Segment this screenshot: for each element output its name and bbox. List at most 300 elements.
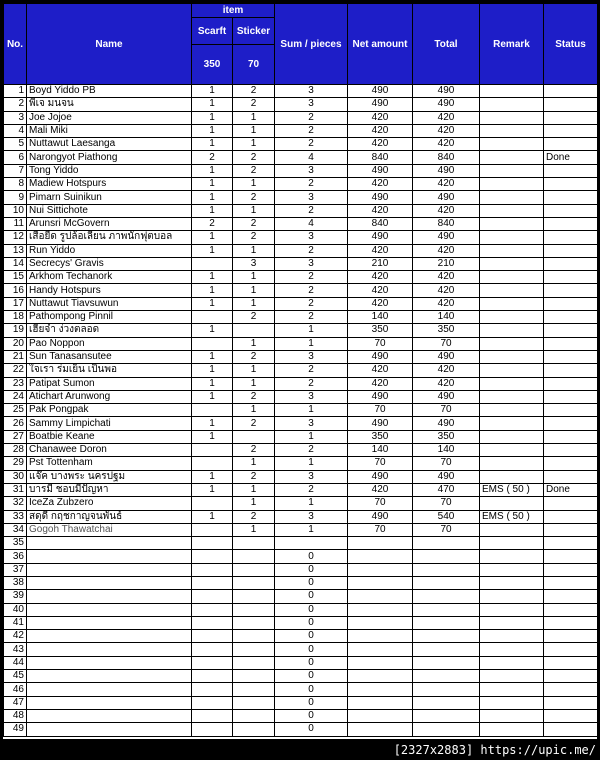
cell-sum-pieces[interactable]: 3 <box>275 164 348 177</box>
cell-scarft-qty[interactable]: 1 <box>192 284 233 297</box>
cell-sum-pieces[interactable]: 3 <box>275 85 348 98</box>
cell-sticker-qty[interactable] <box>233 537 275 550</box>
cell-sticker-qty[interactable] <box>233 723 275 736</box>
cell-status[interactable] <box>544 656 598 669</box>
cell-no[interactable]: 36 <box>4 550 27 563</box>
cell-scarft-qty[interactable] <box>192 404 233 417</box>
cell-total[interactable]: 70 <box>413 404 480 417</box>
cell-status[interactable] <box>544 683 598 696</box>
cell-net-amount[interactable]: 420 <box>348 364 413 377</box>
cell-remark[interactable] <box>480 563 544 576</box>
cell-name[interactable] <box>27 616 192 629</box>
cell-total[interactable] <box>413 550 480 563</box>
cell-scarft-qty[interactable]: 1 <box>192 390 233 403</box>
cell-scarft-qty[interactable]: 1 <box>192 85 233 98</box>
cell-net-amount[interactable]: 420 <box>348 178 413 191</box>
cell-sticker-qty[interactable] <box>233 683 275 696</box>
cell-total[interactable]: 490 <box>413 98 480 111</box>
cell-sum-pieces[interactable]: 3 <box>275 417 348 430</box>
cell-sticker-qty[interactable]: 2 <box>233 390 275 403</box>
cell-total[interactable] <box>413 603 480 616</box>
cell-total[interactable] <box>413 643 480 656</box>
cell-net-amount[interactable]: 70 <box>348 497 413 510</box>
cell-status[interactable] <box>544 271 598 284</box>
cell-sum-pieces[interactable]: 2 <box>275 244 348 257</box>
cell-remark[interactable] <box>480 630 544 643</box>
cell-sticker-qty[interactable] <box>233 656 275 669</box>
cell-name[interactable]: Nuttawut Laesanga <box>27 138 192 151</box>
cell-sticker-qty[interactable]: 1 <box>233 204 275 217</box>
cell-net-amount[interactable] <box>348 590 413 603</box>
cell-status[interactable] <box>544 630 598 643</box>
cell-status[interactable] <box>544 537 598 550</box>
cell-name[interactable]: IceZa Zubzero <box>27 497 192 510</box>
cell-scarft-qty[interactable] <box>192 337 233 350</box>
cell-sum-pieces[interactable]: 2 <box>275 297 348 310</box>
cell-no[interactable]: 33 <box>4 510 27 523</box>
cell-remark[interactable] <box>480 337 544 350</box>
cell-total[interactable]: 840 <box>413 151 480 164</box>
cell-total[interactable]: 420 <box>413 138 480 151</box>
cell-status[interactable] <box>544 364 598 377</box>
cell-status[interactable] <box>544 217 598 230</box>
cell-sum-pieces[interactable]: 3 <box>275 257 348 270</box>
cell-status[interactable] <box>544 98 598 111</box>
cell-sticker-qty[interactable]: 1 <box>233 337 275 350</box>
cell-sum-pieces[interactable]: 0 <box>275 670 348 683</box>
cell-sticker-qty[interactable]: 1 <box>233 404 275 417</box>
cell-sticker-qty[interactable] <box>233 550 275 563</box>
cell-sticker-qty[interactable] <box>233 576 275 589</box>
cell-total[interactable]: 140 <box>413 311 480 324</box>
cell-total[interactable]: 420 <box>413 377 480 390</box>
cell-scarft-qty[interactable]: 1 <box>192 350 233 363</box>
cell-no[interactable]: 32 <box>4 497 27 510</box>
cell-remark[interactable] <box>480 523 544 536</box>
cell-status[interactable] <box>544 311 598 324</box>
cell-no[interactable]: 11 <box>4 217 27 230</box>
cell-total[interactable]: 210 <box>413 257 480 270</box>
cell-sum-pieces[interactable]: 1 <box>275 324 348 337</box>
cell-remark[interactable] <box>480 377 544 390</box>
cell-name[interactable]: Sammy Limpichati <box>27 417 192 430</box>
cell-total[interactable] <box>413 590 480 603</box>
cell-net-amount[interactable] <box>348 563 413 576</box>
cell-scarft-qty[interactable]: 1 <box>192 470 233 483</box>
cell-net-amount[interactable]: 70 <box>348 337 413 350</box>
cell-net-amount[interactable] <box>348 616 413 629</box>
cell-no[interactable]: 40 <box>4 603 27 616</box>
cell-sticker-qty[interactable] <box>233 324 275 337</box>
cell-name[interactable]: Pao Noppon <box>27 337 192 350</box>
cell-remark[interactable] <box>480 696 544 709</box>
cell-name[interactable] <box>27 683 192 696</box>
cell-sum-pieces[interactable]: 0 <box>275 709 348 722</box>
cell-no[interactable]: 45 <box>4 670 27 683</box>
cell-no[interactable]: 41 <box>4 616 27 629</box>
cell-sticker-qty[interactable]: 1 <box>233 497 275 510</box>
cell-total[interactable]: 420 <box>413 244 480 257</box>
cell-total[interactable] <box>413 670 480 683</box>
cell-scarft-qty[interactable]: 1 <box>192 124 233 137</box>
cell-sum-pieces[interactable]: 2 <box>275 377 348 390</box>
cell-sticker-qty[interactable]: 2 <box>233 217 275 230</box>
cell-scarft-qty[interactable] <box>192 590 233 603</box>
cell-name[interactable]: Tong Yiddo <box>27 164 192 177</box>
cell-scarft-qty[interactable] <box>192 497 233 510</box>
cell-net-amount[interactable]: 490 <box>348 390 413 403</box>
cell-net-amount[interactable]: 420 <box>348 297 413 310</box>
cell-scarft-qty[interactable]: 1 <box>192 324 233 337</box>
cell-status[interactable] <box>544 670 598 683</box>
cell-net-amount[interactable]: 490 <box>348 98 413 111</box>
cell-name[interactable]: Gogoh Thawatchai <box>27 523 192 536</box>
cell-sum-pieces[interactable]: 0 <box>275 603 348 616</box>
cell-total[interactable]: 490 <box>413 85 480 98</box>
cell-name[interactable]: Arunsri McGovern <box>27 217 192 230</box>
cell-no[interactable]: 46 <box>4 683 27 696</box>
cell-sticker-qty[interactable]: 1 <box>233 178 275 191</box>
cell-remark[interactable] <box>480 297 544 310</box>
cell-sum-pieces[interactable]: 1 <box>275 430 348 443</box>
cell-total[interactable]: 420 <box>413 271 480 284</box>
cell-remark[interactable] <box>480 576 544 589</box>
cell-remark[interactable] <box>480 590 544 603</box>
cell-remark[interactable] <box>480 217 544 230</box>
cell-total[interactable] <box>413 683 480 696</box>
cell-remark[interactable] <box>480 709 544 722</box>
cell-sticker-qty[interactable]: 1 <box>233 124 275 137</box>
cell-status[interactable] <box>544 643 598 656</box>
cell-no[interactable]: 13 <box>4 244 27 257</box>
cell-remark[interactable] <box>480 124 544 137</box>
cell-no[interactable]: 3 <box>4 111 27 124</box>
cell-remark[interactable] <box>480 257 544 270</box>
cell-sum-pieces[interactable]: 2 <box>275 311 348 324</box>
cell-net-amount[interactable] <box>348 643 413 656</box>
cell-scarft-qty[interactable] <box>192 670 233 683</box>
cell-status[interactable] <box>544 563 598 576</box>
cell-sticker-qty[interactable]: 2 <box>233 151 275 164</box>
cell-sticker-qty[interactable]: 3 <box>233 257 275 270</box>
cell-total[interactable] <box>413 723 480 736</box>
cell-status[interactable] <box>544 444 598 457</box>
cell-sum-pieces[interactable]: 3 <box>275 390 348 403</box>
cell-no[interactable]: 30 <box>4 470 27 483</box>
cell-sticker-qty[interactable]: 1 <box>233 523 275 536</box>
cell-net-amount[interactable]: 490 <box>348 350 413 363</box>
cell-sum-pieces[interactable]: 0 <box>275 563 348 576</box>
cell-name[interactable] <box>27 709 192 722</box>
cell-no[interactable]: 10 <box>4 204 27 217</box>
cell-total[interactable]: 490 <box>413 350 480 363</box>
cell-status[interactable] <box>544 696 598 709</box>
cell-remark[interactable] <box>480 537 544 550</box>
cell-net-amount[interactable]: 420 <box>348 377 413 390</box>
cell-status[interactable] <box>544 603 598 616</box>
cell-remark[interactable] <box>480 85 544 98</box>
cell-name[interactable] <box>27 590 192 603</box>
cell-name[interactable]: บารมี ชอบมีปัญหา <box>27 483 192 496</box>
cell-scarft-qty[interactable] <box>192 723 233 736</box>
cell-scarft-qty[interactable] <box>192 630 233 643</box>
cell-scarft-qty[interactable] <box>192 643 233 656</box>
cell-remark[interactable] <box>480 643 544 656</box>
cell-remark[interactable] <box>480 444 544 457</box>
cell-name[interactable]: Madiew Hotspurs <box>27 178 192 191</box>
cell-sum-pieces[interactable]: 2 <box>275 111 348 124</box>
cell-name[interactable]: เสื้อยืด รูปล้อเลียน ภาพนักฟุตบอล <box>27 231 192 244</box>
cell-no[interactable]: 26 <box>4 417 27 430</box>
cell-sum-pieces[interactable]: 3 <box>275 350 348 363</box>
cell-net-amount[interactable]: 490 <box>348 231 413 244</box>
cell-name[interactable] <box>27 576 192 589</box>
cell-total[interactable] <box>413 576 480 589</box>
cell-name[interactable] <box>27 563 192 576</box>
cell-scarft-qty[interactable]: 1 <box>192 191 233 204</box>
cell-total[interactable] <box>413 563 480 576</box>
cell-sum-pieces[interactable]: 3 <box>275 510 348 523</box>
cell-name[interactable]: Boatbie Keane <box>27 430 192 443</box>
cell-total[interactable]: 140 <box>413 444 480 457</box>
cell-no[interactable]: 18 <box>4 311 27 324</box>
cell-name[interactable]: Sun Tanasansutee <box>27 350 192 363</box>
cell-net-amount[interactable]: 140 <box>348 444 413 457</box>
cell-remark[interactable] <box>480 670 544 683</box>
cell-name[interactable] <box>27 630 192 643</box>
cell-sticker-qty[interactable]: 2 <box>233 470 275 483</box>
cell-remark[interactable] <box>480 417 544 430</box>
cell-no[interactable]: 22 <box>4 364 27 377</box>
cell-name[interactable]: Pimarn Suinikun <box>27 191 192 204</box>
cell-sum-pieces[interactable]: 0 <box>275 576 348 589</box>
cell-total[interactable]: 70 <box>413 497 480 510</box>
cell-status[interactable] <box>544 576 598 589</box>
cell-net-amount[interactable]: 420 <box>348 111 413 124</box>
cell-sum-pieces[interactable] <box>275 537 348 550</box>
cell-total[interactable]: 350 <box>413 324 480 337</box>
cell-status[interactable] <box>544 404 598 417</box>
cell-remark[interactable] <box>480 550 544 563</box>
cell-remark[interactable] <box>480 271 544 284</box>
cell-net-amount[interactable]: 420 <box>348 284 413 297</box>
cell-name[interactable] <box>27 643 192 656</box>
cell-name[interactable] <box>27 656 192 669</box>
cell-sum-pieces[interactable]: 0 <box>275 630 348 643</box>
cell-sticker-qty[interactable]: 1 <box>233 138 275 151</box>
cell-status[interactable] <box>544 324 598 337</box>
cell-total[interactable]: 490 <box>413 390 480 403</box>
cell-no[interactable]: 23 <box>4 377 27 390</box>
cell-scarft-qty[interactable]: 1 <box>192 364 233 377</box>
cell-sum-pieces[interactable]: 0 <box>275 616 348 629</box>
cell-net-amount[interactable] <box>348 696 413 709</box>
cell-sum-pieces[interactable]: 1 <box>275 337 348 350</box>
cell-remark[interactable] <box>480 191 544 204</box>
cell-total[interactable]: 70 <box>413 457 480 470</box>
cell-total[interactable]: 420 <box>413 178 480 191</box>
cell-scarft-qty[interactable] <box>192 656 233 669</box>
cell-sticker-qty[interactable] <box>233 670 275 683</box>
cell-name[interactable]: Run Yiddo <box>27 244 192 257</box>
cell-total[interactable]: 490 <box>413 470 480 483</box>
cell-sum-pieces[interactable]: 3 <box>275 470 348 483</box>
cell-no[interactable]: 15 <box>4 271 27 284</box>
cell-remark[interactable] <box>480 656 544 669</box>
cell-name[interactable]: Boyd Yiddo PB <box>27 85 192 98</box>
cell-scarft-qty[interactable] <box>192 550 233 563</box>
cell-scarft-qty[interactable] <box>192 537 233 550</box>
cell-remark[interactable] <box>480 111 544 124</box>
cell-total[interactable]: 470 <box>413 483 480 496</box>
cell-net-amount[interactable]: 420 <box>348 483 413 496</box>
cell-total[interactable] <box>413 656 480 669</box>
cell-status[interactable] <box>544 390 598 403</box>
cell-name[interactable]: Mali Miki <box>27 124 192 137</box>
cell-net-amount[interactable]: 420 <box>348 271 413 284</box>
cell-remark[interactable] <box>480 404 544 417</box>
cell-sum-pieces[interactable]: 2 <box>275 271 348 284</box>
cell-sum-pieces[interactable]: 2 <box>275 178 348 191</box>
cell-name[interactable]: Chanawee Doron <box>27 444 192 457</box>
cell-remark[interactable] <box>480 616 544 629</box>
cell-net-amount[interactable] <box>348 603 413 616</box>
cell-sticker-qty[interactable]: 2 <box>233 444 275 457</box>
cell-sticker-qty[interactable] <box>233 630 275 643</box>
cell-remark[interactable] <box>480 723 544 736</box>
cell-scarft-qty[interactable]: 1 <box>192 244 233 257</box>
cell-name[interactable]: แจ๊ค บางพระ นครปฐม <box>27 470 192 483</box>
cell-sum-pieces[interactable]: 2 <box>275 138 348 151</box>
cell-no[interactable]: 21 <box>4 350 27 363</box>
cell-net-amount[interactable] <box>348 683 413 696</box>
cell-name[interactable]: พีเจ มนจน <box>27 98 192 111</box>
cell-sum-pieces[interactable]: 4 <box>275 217 348 230</box>
cell-no[interactable]: 19 <box>4 324 27 337</box>
cell-net-amount[interactable]: 140 <box>348 311 413 324</box>
cell-net-amount[interactable]: 70 <box>348 523 413 536</box>
cell-remark[interactable] <box>480 430 544 443</box>
cell-total[interactable] <box>413 537 480 550</box>
cell-remark[interactable] <box>480 98 544 111</box>
cell-status[interactable] <box>544 284 598 297</box>
cell-status[interactable] <box>544 138 598 151</box>
cell-status[interactable] <box>544 457 598 470</box>
cell-sum-pieces[interactable]: 2 <box>275 444 348 457</box>
cell-net-amount[interactable] <box>348 550 413 563</box>
cell-sticker-qty[interactable]: 1 <box>233 297 275 310</box>
cell-no[interactable]: 6 <box>4 151 27 164</box>
cell-name[interactable]: Atichart Arunwong <box>27 390 192 403</box>
cell-total[interactable]: 490 <box>413 231 480 244</box>
cell-scarft-qty[interactable]: 1 <box>192 204 233 217</box>
cell-sum-pieces[interactable]: 1 <box>275 457 348 470</box>
cell-net-amount[interactable]: 420 <box>348 138 413 151</box>
cell-remark[interactable] <box>480 164 544 177</box>
cell-scarft-qty[interactable] <box>192 457 233 470</box>
cell-total[interactable]: 70 <box>413 523 480 536</box>
cell-sum-pieces[interactable]: 0 <box>275 683 348 696</box>
cell-sticker-qty[interactable] <box>233 430 275 443</box>
cell-scarft-qty[interactable]: 1 <box>192 483 233 496</box>
cell-remark[interactable] <box>480 231 544 244</box>
cell-no[interactable]: 5 <box>4 138 27 151</box>
cell-sum-pieces[interactable]: 0 <box>275 590 348 603</box>
cell-net-amount[interactable] <box>348 630 413 643</box>
cell-no[interactable]: 43 <box>4 643 27 656</box>
cell-net-amount[interactable] <box>348 656 413 669</box>
cell-no[interactable]: 42 <box>4 630 27 643</box>
cell-status[interactable] <box>544 723 598 736</box>
cell-no[interactable]: 34 <box>4 523 27 536</box>
cell-scarft-qty[interactable]: 1 <box>192 417 233 430</box>
cell-sum-pieces[interactable]: 0 <box>275 723 348 736</box>
cell-sticker-qty[interactable] <box>233 643 275 656</box>
cell-status[interactable]: Done <box>544 483 598 496</box>
cell-total[interactable]: 70 <box>413 337 480 350</box>
cell-name[interactable] <box>27 723 192 736</box>
cell-status[interactable] <box>544 337 598 350</box>
cell-sticker-qty[interactable]: 1 <box>233 111 275 124</box>
cell-sticker-qty[interactable]: 1 <box>233 271 275 284</box>
cell-net-amount[interactable]: 840 <box>348 151 413 164</box>
cell-no[interactable]: 8 <box>4 178 27 191</box>
cell-total[interactable]: 350 <box>413 430 480 443</box>
cell-no[interactable]: 38 <box>4 576 27 589</box>
cell-remark[interactable] <box>480 311 544 324</box>
cell-name[interactable]: Patipat Sumon <box>27 377 192 390</box>
cell-net-amount[interactable]: 490 <box>348 470 413 483</box>
cell-name[interactable]: Joe Jojoe <box>27 111 192 124</box>
cell-no[interactable]: 4 <box>4 124 27 137</box>
cell-scarft-qty[interactable] <box>192 257 233 270</box>
cell-name[interactable]: สดุดี กฤชกาญจนพันธ์ <box>27 510 192 523</box>
cell-name[interactable] <box>27 550 192 563</box>
cell-status[interactable] <box>544 111 598 124</box>
cell-total[interactable]: 420 <box>413 111 480 124</box>
cell-total[interactable]: 420 <box>413 124 480 137</box>
cell-scarft-qty[interactable] <box>192 683 233 696</box>
cell-total[interactable]: 840 <box>413 217 480 230</box>
cell-name[interactable] <box>27 603 192 616</box>
cell-sticker-qty[interactable] <box>233 696 275 709</box>
cell-sticker-qty[interactable]: 1 <box>233 483 275 496</box>
cell-sticker-qty[interactable]: 1 <box>233 364 275 377</box>
cell-status[interactable] <box>544 231 598 244</box>
cell-status[interactable] <box>544 510 598 523</box>
cell-no[interactable]: 12 <box>4 231 27 244</box>
cell-no[interactable]: 31 <box>4 483 27 496</box>
cell-status[interactable] <box>544 430 598 443</box>
cell-sum-pieces[interactable]: 0 <box>275 696 348 709</box>
cell-scarft-qty[interactable] <box>192 603 233 616</box>
cell-sum-pieces[interactable]: 2 <box>275 204 348 217</box>
cell-status[interactable] <box>544 417 598 430</box>
cell-scarft-qty[interactable] <box>192 563 233 576</box>
cell-name[interactable]: Handy Hotspurs <box>27 284 192 297</box>
cell-status[interactable] <box>544 590 598 603</box>
cell-sticker-qty[interactable]: 2 <box>233 85 275 98</box>
cell-remark[interactable]: EMS ( 50 ) <box>480 510 544 523</box>
cell-sticker-qty[interactable] <box>233 616 275 629</box>
cell-no[interactable]: 7 <box>4 164 27 177</box>
cell-net-amount[interactable] <box>348 709 413 722</box>
cell-sticker-qty[interactable]: 2 <box>233 231 275 244</box>
cell-remark[interactable] <box>480 470 544 483</box>
cell-remark[interactable] <box>480 324 544 337</box>
cell-total[interactable]: 420 <box>413 284 480 297</box>
cell-status[interactable] <box>544 709 598 722</box>
